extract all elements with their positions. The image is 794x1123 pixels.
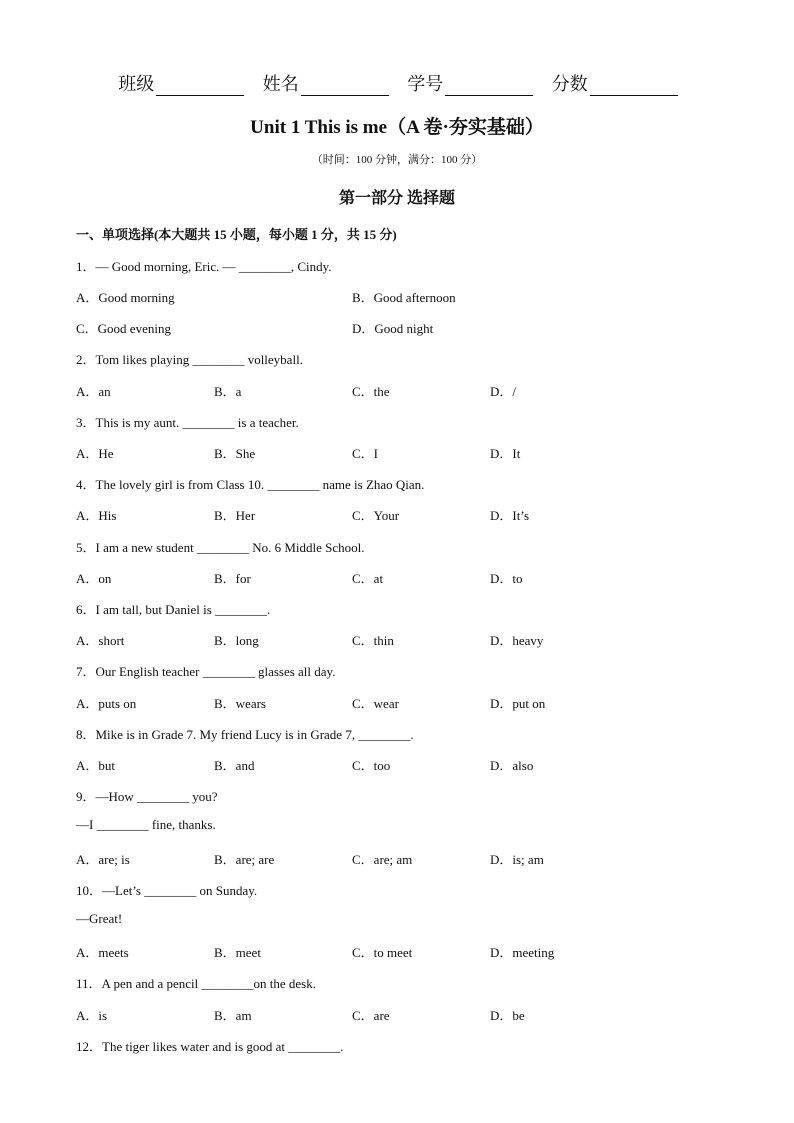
option-1c[interactable]: C．Good evening [76,321,171,336]
option-7d[interactable]: D．put on [490,696,546,711]
option-11b[interactable]: B．am [214,1008,252,1023]
option-6d[interactable]: D．heavy [490,633,544,648]
class-label: 班级 [118,74,155,94]
question-9-reply: —I ________ fine, thanks. [76,817,216,832]
option-5d[interactable]: D．to [490,571,523,586]
question-3: 3．This is my aunt. ________ is a teacher. [76,415,299,430]
question-1: 1．— Good morning, Eric. — ________, Cindy. [76,259,332,274]
option-5c[interactable]: C．at [352,571,384,586]
option-1d[interactable]: D．Good night [352,321,434,336]
question-10: 10．—Let’s ________ on Sunday. [76,883,258,898]
option-7b[interactable]: B．wears [214,696,266,711]
class-blank[interactable] [156,77,244,96]
option-3b[interactable]: B．She [214,446,256,461]
option-4c[interactable]: C．Your [352,508,400,523]
option-2c[interactable]: C．the [352,384,390,399]
option-3a[interactable]: A．He [76,446,114,461]
option-3d[interactable]: D．It [490,446,521,461]
score-blank[interactable] [590,77,678,96]
question-2: 2．Tom likes playing ________ volleyball. [76,352,303,367]
option-10c[interactable]: C．to meet [352,945,413,960]
option-8b[interactable]: B．and [214,758,255,773]
option-8a[interactable]: A．but [76,758,116,773]
option-10d[interactable]: D．meeting [490,945,555,960]
option-7a[interactable]: A．puts on [76,696,137,711]
option-2a[interactable]: A．an [76,384,111,399]
option-11d[interactable]: D．be [490,1008,525,1023]
page-title: Unit 1 This is me（A 卷·夯实基础） [250,117,544,138]
option-9b[interactable]: B．are; are [214,852,275,867]
question-9: 9．—How ________ you? [76,789,218,804]
question-4: 4．The lovely girl is from Class 10. ________ name is Zhao Qian. [76,477,425,492]
option-2d[interactable]: D．/ [490,384,517,399]
option-4b[interactable]: B．Her [214,508,256,523]
option-5b[interactable]: B．for [214,571,251,586]
id-blank[interactable] [445,77,533,96]
option-6a[interactable]: A．short [76,633,125,648]
question-12: 12．The tiger likes water and is good at ________. [76,1039,344,1054]
option-8d[interactable]: D．also [490,758,534,773]
question-10-reply: —Great! [76,911,123,926]
option-10a[interactable]: A．meets [76,945,129,960]
question-8: 8．Mike is in Grade 7. My friend Lucy is in Grade 7, ________. [76,727,414,742]
option-11a[interactable]: A．is [76,1008,108,1023]
question-11: 11．A pen and a pencil ________on the desk. [76,976,316,991]
option-4a[interactable]: A．His [76,508,117,523]
part-title: 第一部分 选择题 [338,190,455,207]
option-9a[interactable]: A．are; is [76,852,130,867]
option-1a[interactable]: A．Good morning [76,290,175,305]
question-5: 5．I am a new student ________ No. 6 Middle School. [76,540,365,555]
question-7: 7．Our English teacher ________ glasses all day. [76,664,336,679]
option-3c[interactable]: C．I [352,446,379,461]
option-11c[interactable]: C．are [352,1008,390,1023]
section-title: 一、单项选择(本大题共 15 小题，每小题 1 分，共 15 分) [76,227,397,242]
student-info-header [0,70,794,96]
option-9d[interactable]: D．is; am [490,852,544,867]
option-5a[interactable]: A．on [76,571,112,586]
option-1b[interactable]: B．Good afternoon [352,290,456,305]
option-7c[interactable]: C．wear [352,696,399,711]
id-label: 学号 [407,74,444,94]
option-2b[interactable]: B．a [214,384,242,399]
option-8c[interactable]: C．too [352,758,391,773]
option-10b[interactable]: B．meet [214,945,261,960]
question-6: 6．I am tall, but Daniel is ________. [76,602,271,617]
option-9c[interactable]: C．are; am [352,852,413,867]
name-label: 姓名 [262,74,299,94]
option-6b[interactable]: B．long [214,633,259,648]
exam-time-note: （时间：100 分钟，满分：100 分） [311,154,483,166]
option-6c[interactable]: C．thin [352,633,394,648]
name-blank[interactable] [301,77,389,96]
score-label: 分数 [551,74,588,94]
option-4d[interactable]: D．It’s [490,508,530,523]
